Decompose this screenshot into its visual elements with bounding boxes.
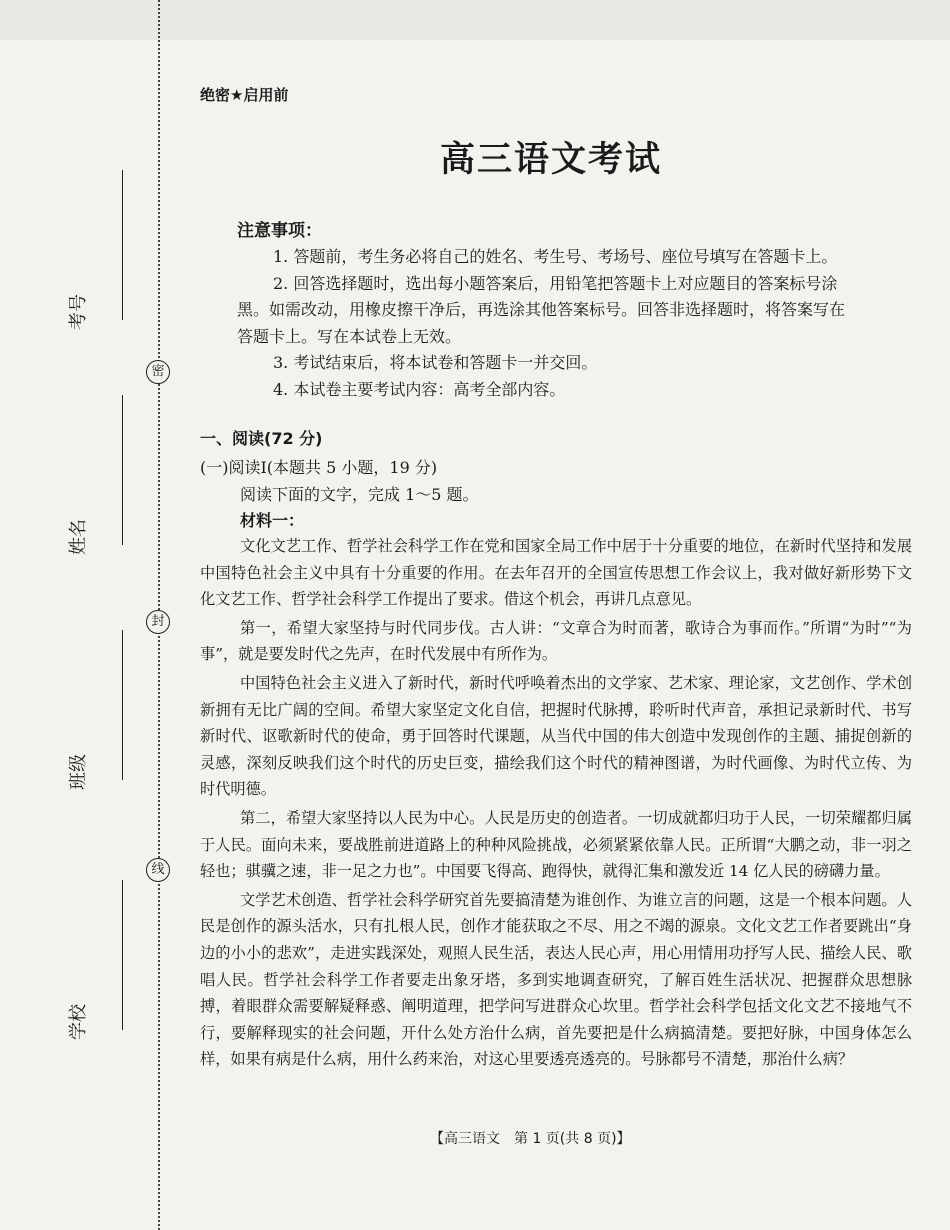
notice-list [237, 244, 877, 403]
seal-mark-xian: 线 [146, 858, 170, 882]
field-exam-number [68, 170, 142, 330]
page-footer: 【高三语文 第 1 页(共 8 页)】 [430, 1131, 631, 1147]
field-label: 考号 [68, 294, 89, 330]
field-class [68, 630, 142, 790]
instruction: 阅读下面的文字，完成 1～5 题。 [240, 485, 479, 504]
notice-item: 3. 考试结束后，将本试卷和答题卡一并交回。 [273, 353, 598, 372]
notice-item: 答题卡上。写在本试卷上无效。 [237, 326, 462, 346]
section-heading: 一、阅读(72 分) [200, 429, 323, 448]
reading-passage [200, 533, 912, 1075]
notice-item: 黑。如需改动，用橡皮擦干净后，再选涂其他答案标号。回答非选择题时，将答案写在 [237, 300, 846, 319]
notice-item: 1. 答题前，考生务必将自己的姓名、考生号、考场号、座位号填写在答题卡上。 [273, 247, 838, 266]
field-name [68, 395, 142, 555]
field-line [122, 630, 123, 780]
field-school [68, 880, 142, 1040]
subsection-heading: (一)阅读Ⅰ(本题共 5 小题，19 分) [200, 458, 438, 477]
material-label: 材料一： [240, 511, 305, 530]
field-label: 姓名 [68, 519, 89, 555]
paragraph: 中国特色社会主义进入了新时代，新时代呼唤着杰出的文学家、艺术家、理论家，文艺创作、学术创新拥有无比广阔的空间。希望大家坚定文化自信，把握时代脉搏，聆听时代声音，承担记录新时代、书写新时代、讴歌新时代的使命，勇于回答时代课题，从当代中国的伟大创造中发现创作的主题、捕捉创新的灵感，深刻反映我们这个时代的历史巨变，描绘我们这个时代的精神图谱，为时代画像、为时代立传、为时代明德。 [200, 673, 912, 799]
paragraph: 第二，希望大家坚持以人民为中心。人民是历史的创造者。一切成就都归功于人民，一切荣耀都归属于人民。面向未来，要战胜前进道路上的种种风险挑战，必须紧紧依靠人民。正所谓“大鹏之动，非一羽之轻也；骐骥之速，非一足之力也”。中国要飞得高、跑得快，就得汇集和激发近 14 亿人民的磅礴力量。 [200, 808, 912, 881]
confidential-mark: 绝密★启用前 [200, 86, 289, 104]
notice-item: 4. 本试卷主要考试内容：高考全部内容。 [273, 379, 566, 399]
paragraph: 文学艺术创造、哲学社会科学研究首先要搞清楚为谁创作、为谁立言的问题，这是一个根本问题。人民是创作的源头活水，只有扎根人民，创作才能获取之不尽、用之不竭的源泉。文化文艺工作者要跳出“身边的小小的悲欢”，走进实践深处，观照人民生活，表达人民心声，用心用情用功抒写人民、描绘人民、歌唱人民。哲学社会科学工作者要走出象牙塔，多到实地调查研究，了解百姓生活状况、把握群众思想脉搏，着眼群众需要解疑释惑、阐明道理，把学问写进群众心坎里。哲学社会科学包括文化文艺不接地气不行，要解释现实的社会问题，开什么处方治什么病，首先要把是什么病搞清楚。要把好脉，中国身体怎么样，如果有病是什么病，用什么药来治，对这心里要透亮透亮的。号脉都号不清楚，那治什么病？ [200, 890, 912, 1069]
field-line [122, 880, 123, 1030]
notice-item: 2. 回答选择题时，选出每小题答案后，用铅笔把答题卡上对应题目的答案标号涂 [273, 273, 838, 293]
paragraph: 第一，希望大家坚持与时代同步伐。古人讲：“文章合为时而著，歌诗合为事而作。”所谓“为时”“为事”，就是要发时代之先声，在时代发展中有所作为。 [200, 618, 912, 664]
field-label: 班级 [68, 754, 89, 790]
paragraph: 文化文艺工作、哲学社会科学工作在党和国家全局工作中居于十分重要的地位，在新时代坚持和发展中国特色社会主义中具有十分重要的作用。在去年召开的全国宣传思想工作会议上，我对做好新形势下文化文艺工作、哲学社会科学工作提出了要求。借这个机会，再讲几点意见。 [200, 537, 912, 609]
notice-heading: 注意事项： [237, 221, 322, 241]
page-title: 高三语文考试 [440, 140, 663, 180]
seal-mark-mi: 密 [146, 360, 170, 384]
seal-mark-feng: 封 [146, 610, 170, 634]
field-line [122, 170, 123, 320]
field-line [122, 395, 123, 545]
scan-top-band [0, 0, 950, 40]
field-label: 学校 [68, 1004, 89, 1040]
